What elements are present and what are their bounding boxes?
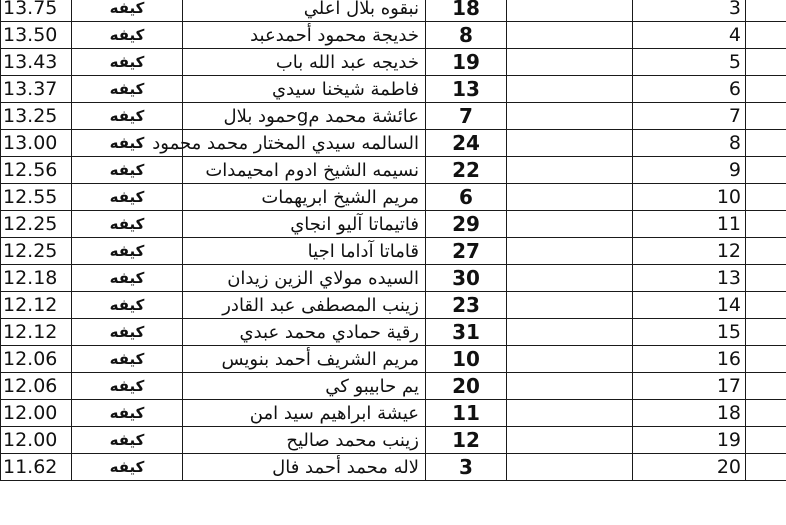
- score-cell[interactable]: 12.25: [1, 211, 72, 238]
- table-row: [1, 211, 786, 238]
- empty-cell[interactable]: [507, 454, 633, 481]
- city-cell[interactable]: كيفه: [72, 238, 183, 265]
- table-row: [1, 427, 786, 454]
- score-cell[interactable]: 13.75: [1, 0, 72, 22]
- row-index-cell[interactable]: 6: [633, 76, 746, 103]
- edge-cell[interactable]: [746, 22, 786, 49]
- row-index-cell[interactable]: 3: [633, 0, 746, 22]
- city-cell[interactable]: كيفه: [72, 49, 183, 76]
- city-cell[interactable]: كيفه: [72, 76, 183, 103]
- number-cell[interactable]: 24: [426, 130, 507, 157]
- edge-cell[interactable]: [746, 49, 786, 76]
- empty-cell[interactable]: [507, 400, 633, 427]
- edge-cell[interactable]: [746, 346, 786, 373]
- name-cell[interactable]: فاطمة شيخنا سيدي: [183, 76, 426, 103]
- edge-cell[interactable]: [746, 319, 786, 346]
- name-cell[interactable]: خديجة محمود أحمدعبد: [183, 22, 426, 49]
- empty-cell[interactable]: [507, 184, 633, 211]
- number-cell[interactable]: 22: [426, 157, 507, 184]
- name-cell[interactable]: مريم الشريف أحمد بنويس: [183, 346, 426, 373]
- city-cell[interactable]: كيفه: [72, 157, 183, 184]
- city-cell[interactable]: كيفه: [72, 211, 183, 238]
- city-cell[interactable]: كيفه: [72, 373, 183, 400]
- number-cell[interactable]: 7: [426, 103, 507, 130]
- name-cell[interactable]: خديجه عبد الله باب: [183, 49, 426, 76]
- table-row: [1, 454, 786, 481]
- row-index-cell[interactable]: 13: [633, 265, 746, 292]
- name-cell[interactable]: عائشة محمد مgحمود بلال: [183, 103, 426, 130]
- edge-cell[interactable]: [746, 427, 786, 454]
- number-cell[interactable]: 31: [426, 319, 507, 346]
- empty-cell[interactable]: [507, 22, 633, 49]
- city-cell[interactable]: كيفه: [72, 454, 183, 481]
- empty-cell[interactable]: [507, 0, 633, 22]
- city-cell[interactable]: كيفه: [72, 400, 183, 427]
- edge-cell[interactable]: [746, 130, 786, 157]
- edge-cell[interactable]: [746, 76, 786, 103]
- score-cell[interactable]: 13.43: [1, 49, 72, 76]
- table-row: [1, 292, 786, 319]
- number-cell[interactable]: 13: [426, 76, 507, 103]
- table-row: [1, 373, 786, 400]
- city-cell[interactable]: كيفه: [72, 427, 183, 454]
- score-cell[interactable]: 12.00: [1, 427, 72, 454]
- name-cell[interactable]: السالمه سيدي المختار محمد محمود: [183, 130, 426, 157]
- city-cell[interactable]: كيفه: [72, 0, 183, 22]
- table-row: [1, 184, 786, 211]
- number-cell[interactable]: 30: [426, 265, 507, 292]
- city-cell[interactable]: كيفه: [72, 265, 183, 292]
- table-row: [1, 157, 786, 184]
- number-cell[interactable]: 18: [426, 0, 507, 22]
- edge-cell[interactable]: [746, 238, 786, 265]
- empty-cell[interactable]: [507, 130, 633, 157]
- score-cell[interactable]: 12.06: [1, 346, 72, 373]
- edge-cell[interactable]: [746, 0, 786, 22]
- empty-cell[interactable]: [507, 373, 633, 400]
- empty-cell[interactable]: [507, 319, 633, 346]
- number-cell[interactable]: 8: [426, 22, 507, 49]
- table-row: [1, 76, 786, 103]
- city-cell[interactable]: كيفه: [72, 292, 183, 319]
- table-row: [1, 238, 786, 265]
- edge-cell[interactable]: [746, 454, 786, 481]
- name-cell[interactable]: زينب المصطفى عبد القادر: [183, 292, 426, 319]
- edge-cell[interactable]: [746, 292, 786, 319]
- row-index-cell[interactable]: 18: [633, 400, 746, 427]
- table-row: [1, 103, 786, 130]
- number-cell[interactable]: 3: [426, 454, 507, 481]
- row-index-cell[interactable]: 10: [633, 184, 746, 211]
- empty-cell[interactable]: [507, 292, 633, 319]
- score-cell[interactable]: 12.18: [1, 265, 72, 292]
- table-row: [1, 265, 786, 292]
- empty-cell[interactable]: [507, 427, 633, 454]
- edge-cell[interactable]: [746, 373, 786, 400]
- row-index-cell[interactable]: 12: [633, 238, 746, 265]
- city-cell[interactable]: كيفه: [72, 22, 183, 49]
- row-index-cell[interactable]: 7: [633, 103, 746, 130]
- score-cell[interactable]: 13.25: [1, 103, 72, 130]
- table-row: [1, 0, 786, 22]
- score-cell[interactable]: 13.37: [1, 76, 72, 103]
- number-cell[interactable]: 29: [426, 211, 507, 238]
- empty-cell[interactable]: [507, 49, 633, 76]
- edge-cell[interactable]: [746, 400, 786, 427]
- table-row: [1, 22, 786, 49]
- score-cell[interactable]: 13.50: [1, 22, 72, 49]
- row-index-cell[interactable]: 19: [633, 427, 746, 454]
- score-cell[interactable]: 12.12: [1, 319, 72, 346]
- number-cell[interactable]: 10: [426, 346, 507, 373]
- empty-cell[interactable]: [507, 265, 633, 292]
- row-index-cell[interactable]: 17: [633, 373, 746, 400]
- score-cell[interactable]: 11.62: [1, 454, 72, 481]
- name-cell[interactable]: زينب محمد صاليح: [183, 427, 426, 454]
- city-cell[interactable]: كيفه: [72, 130, 183, 157]
- score-cell[interactable]: 12.25: [1, 238, 72, 265]
- row-index-cell[interactable]: 5: [633, 49, 746, 76]
- row-index-cell[interactable]: 11: [633, 211, 746, 238]
- table-row: [1, 319, 786, 346]
- table-body: [1, 0, 786, 481]
- city-cell[interactable]: كيفه: [72, 184, 183, 211]
- empty-cell[interactable]: [507, 76, 633, 103]
- edge-cell[interactable]: [746, 184, 786, 211]
- city-cell[interactable]: كيفه: [72, 346, 183, 373]
- number-cell[interactable]: 27: [426, 238, 507, 265]
- name-cell[interactable]: نبقوه بلال اعلي: [183, 0, 426, 22]
- score-cell[interactable]: 12.56: [1, 157, 72, 184]
- name-cell[interactable]: عيشة ابراهيم سيد امن: [183, 400, 426, 427]
- number-cell[interactable]: 19: [426, 49, 507, 76]
- name-cell[interactable]: رقية حمادي محمد عبدي: [183, 319, 426, 346]
- row-index-cell[interactable]: 20: [633, 454, 746, 481]
- empty-cell[interactable]: [507, 211, 633, 238]
- name-cell[interactable]: لاله محمد أحمد فال: [183, 454, 426, 481]
- number-cell[interactable]: 12: [426, 427, 507, 454]
- name-cell[interactable]: السيده مولاي الزين زيدان: [183, 265, 426, 292]
- row-index-cell[interactable]: 14: [633, 292, 746, 319]
- name-cell[interactable]: يم حابيبو كي: [183, 373, 426, 400]
- row-index-cell[interactable]: 9: [633, 157, 746, 184]
- number-cell[interactable]: 11: [426, 400, 507, 427]
- table-row: [1, 49, 786, 76]
- score-cell[interactable]: 12.55: [1, 184, 72, 211]
- row-index-cell[interactable]: 16: [633, 346, 746, 373]
- name-cell[interactable]: مريم الشيخ ابريهمات: [183, 184, 426, 211]
- table-row: [1, 130, 786, 157]
- edge-cell[interactable]: [746, 103, 786, 130]
- table-row: [1, 346, 786, 373]
- number-cell[interactable]: 20: [426, 373, 507, 400]
- table-row: [1, 400, 786, 427]
- score-cell[interactable]: 12.12: [1, 292, 72, 319]
- score-cell[interactable]: 12.06: [1, 373, 72, 400]
- name-cell[interactable]: قاماتا آداما اجيا: [183, 238, 426, 265]
- edge-cell[interactable]: [746, 211, 786, 238]
- row-index-cell[interactable]: 4: [633, 22, 746, 49]
- row-index-cell[interactable]: 15: [633, 319, 746, 346]
- empty-cell[interactable]: [507, 157, 633, 184]
- edge-cell[interactable]: [746, 157, 786, 184]
- number-cell[interactable]: 23: [426, 292, 507, 319]
- name-cell[interactable]: فاتيماتا آليو انجاي: [183, 211, 426, 238]
- edge-cell[interactable]: [746, 265, 786, 292]
- number-cell[interactable]: 6: [426, 184, 507, 211]
- empty-cell[interactable]: [507, 103, 633, 130]
- score-cell[interactable]: 12.00: [1, 400, 72, 427]
- empty-cell[interactable]: [507, 238, 633, 265]
- name-cell[interactable]: نسيمه الشيخ ادوم امحيمدات: [183, 157, 426, 184]
- city-cell[interactable]: كيفه: [72, 103, 183, 130]
- city-cell[interactable]: كيفه: [72, 319, 183, 346]
- empty-cell[interactable]: [507, 346, 633, 373]
- row-index-cell[interactable]: 8: [633, 130, 746, 157]
- score-cell[interactable]: 13.00: [1, 130, 72, 157]
